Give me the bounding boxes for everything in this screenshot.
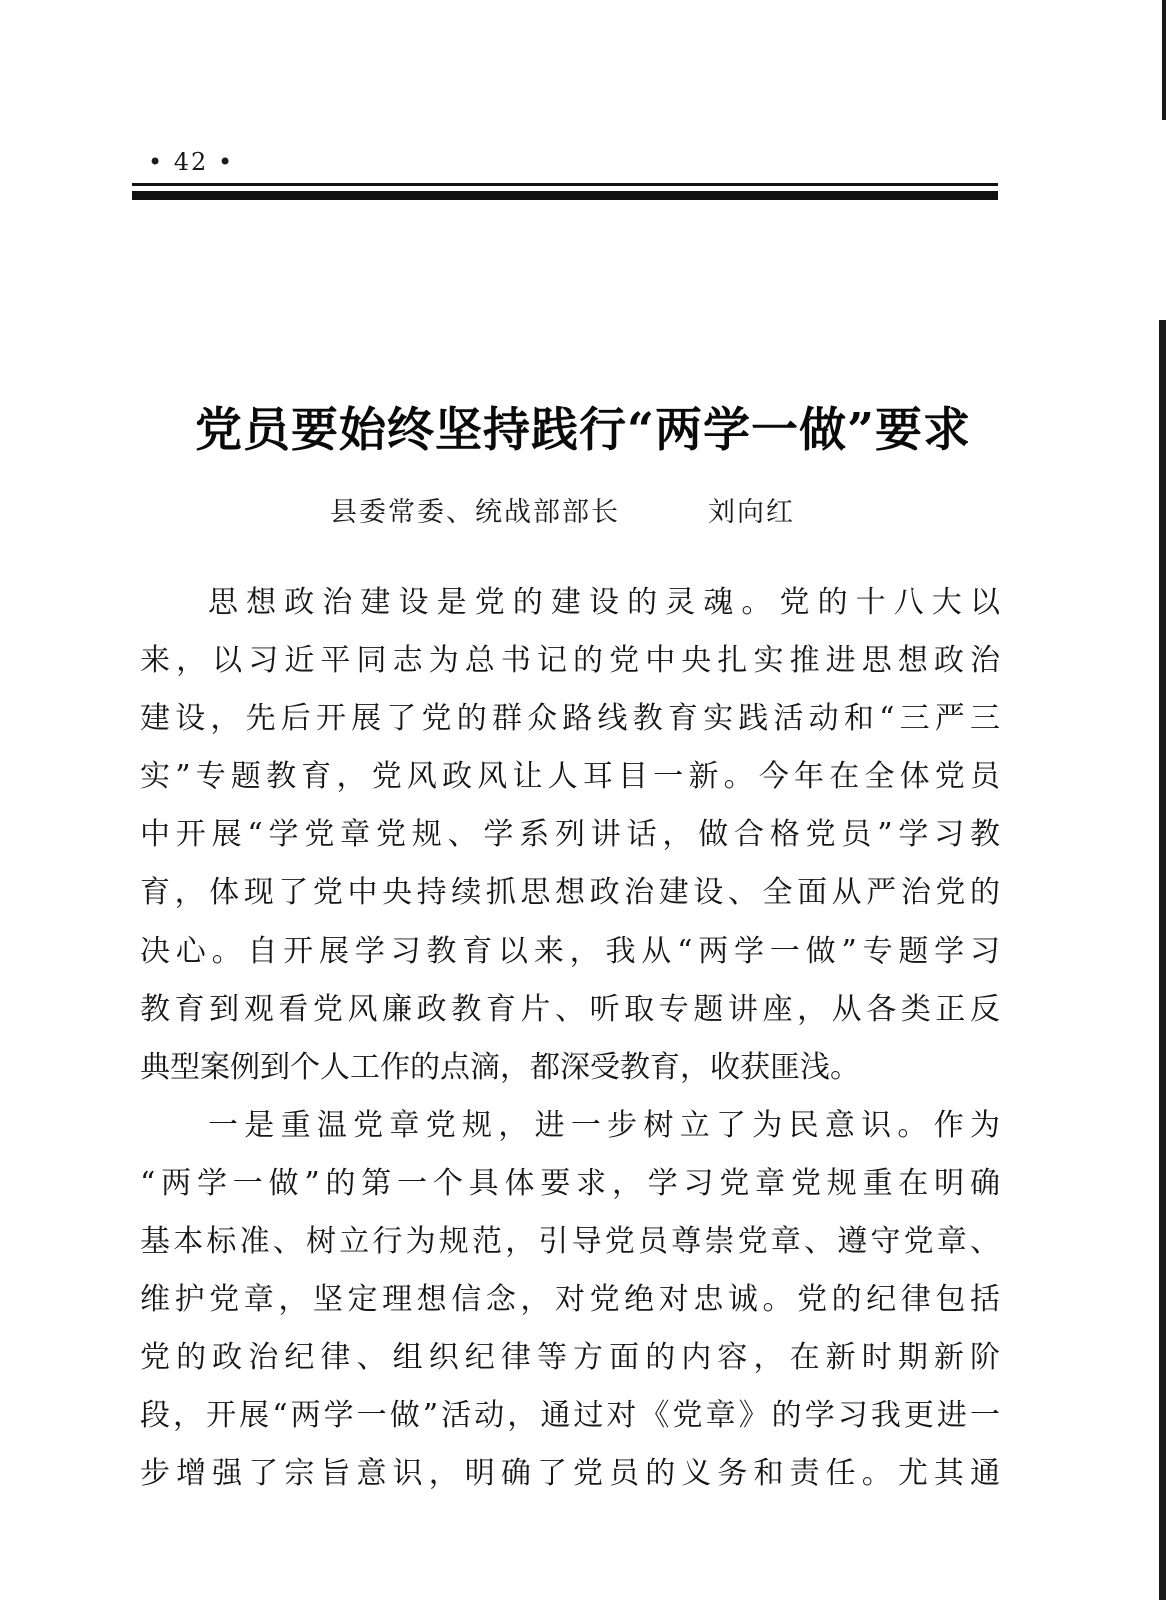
text-line: 步增强了宗旨意识，明确了党员的义务和责任。尤其通 [140,1456,1000,1492]
article-title: 党员要始终坚持践行“两学一做”要求 [194,403,972,459]
text-line: 一是重温党章党规，进一步树立了为民意识。作为 [208,1107,1000,1143]
text-line: 基本标准、树立行为规范，引导党员尊崇党章、遵守党章、 [140,1224,1000,1260]
text-line: 育，体现了党中央持续抓思想政治建设、全面从严治党的 [140,875,1000,911]
text-line: 维护党章，坚定理想信念，对党绝对忠诚。党的纪律包括 [140,1282,1000,1318]
article-body [140,574,1000,1504]
text-line: 实”专题教育，党风政风让人耳目一新。今年在全体党员 [140,759,1000,795]
text-line: 决心。自开展学习教育以来，我从“两学一做”专题学习 [140,933,1000,969]
text-line: 中开展“学党章党规、学系列讲话，做合格党员”学习教 [140,817,1000,853]
paragraph [140,1097,1000,1504]
text-line: 建设，先后开展了党的群众路线教育实践活动和“三严三 [140,701,1000,737]
author-name: 刘向红 [708,497,795,528]
header-rule-thin [132,183,998,186]
text-line: 段，开展“两学一做”活动，通过对《党章》的学习我更进一 [140,1398,1000,1434]
text-line: 来，以习近平同志为总书记的党中央扎实推进思想政治 [140,643,1000,679]
text-line: “两学一做”的第一个具体要求，学习党章党规重在明确 [140,1165,1000,1201]
scan-edge-shadow-top [1162,0,1166,120]
scan-edge-shadow-middle [1159,320,1166,1600]
author-affiliation: 县委常委、统战部部长 [330,497,620,528]
text-line: 思想政治建设是党的建设的灵魂。党的十八大以 [208,585,1000,620]
text-line: 党的政治纪律、组织纪律等方面的内容，在新时期新阶 [140,1340,1000,1376]
header-rule-thick [132,191,998,200]
text-line: 教育到观看党风廉政教育片、听取专题讲座，从各类正反 [140,991,1000,1027]
page-number: • 42 • [148,148,235,176]
text-line: 典型案例到个人工作的点滴，都深受教育，收获匪浅。 [140,1049,860,1085]
paragraph [140,574,1000,1097]
